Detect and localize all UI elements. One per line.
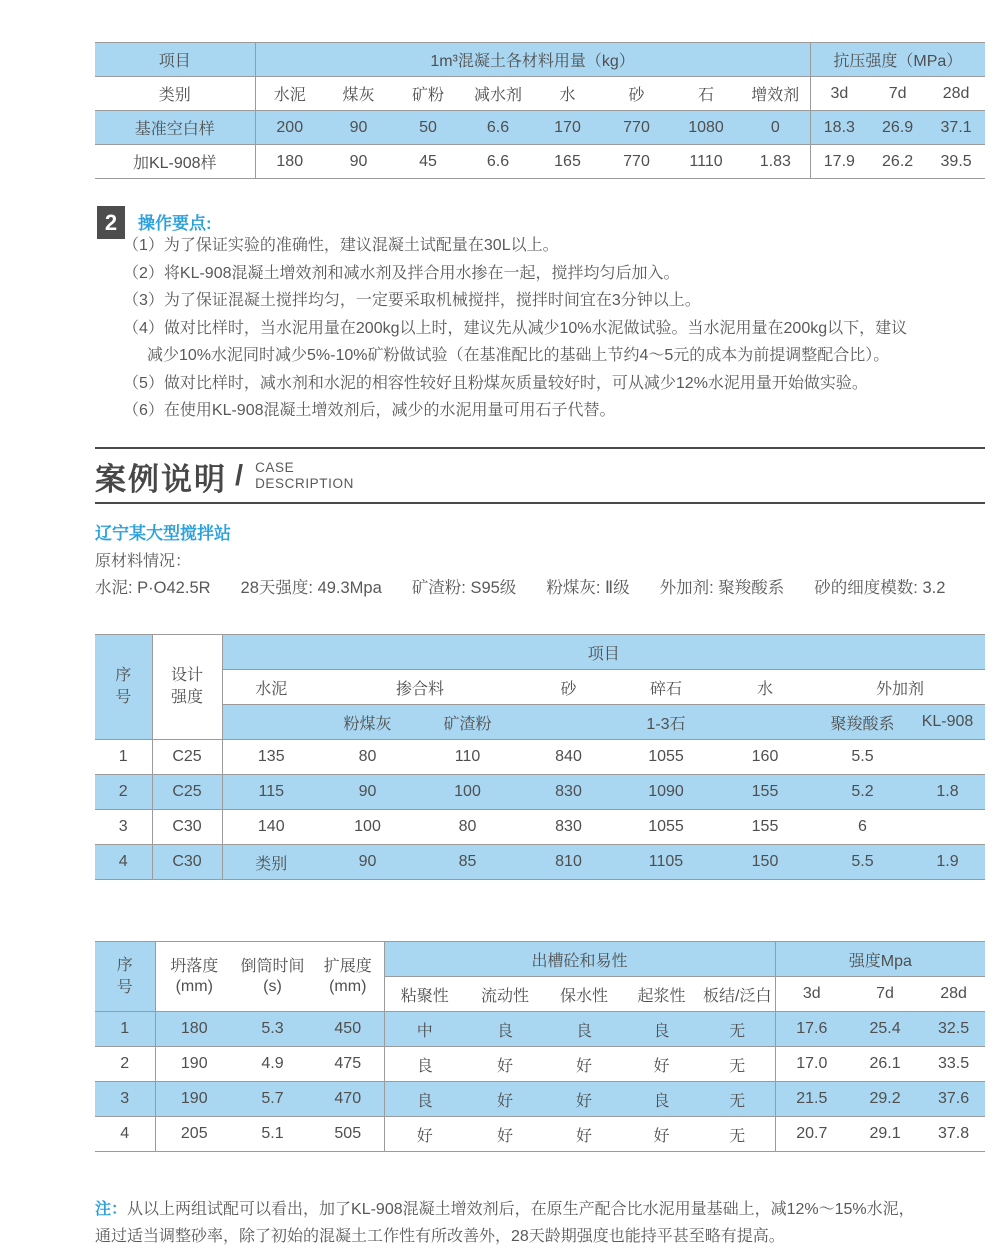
case-title-en (255, 460, 354, 492)
station-name: 辽宁某大型搅拌站 (95, 524, 231, 543)
header-cell: 板结/泛白 (700, 977, 775, 1012)
table-row (95, 1012, 985, 1047)
header-cell-index: 序号 (95, 942, 155, 1012)
cell: 5.5 (815, 845, 910, 880)
table-row (95, 43, 985, 77)
cell: 好 (384, 1117, 465, 1152)
cell: 无 (700, 1082, 775, 1117)
header-cell: 类别 (95, 77, 255, 111)
cell: 5.5 (815, 740, 910, 775)
header-cell-design-strength: 设计强度 (152, 635, 222, 740)
cell: C30 (152, 810, 222, 845)
cell: 6.6 (463, 145, 533, 179)
cell: 3 (95, 810, 152, 845)
cell: 17.6 (775, 1012, 848, 1047)
cell: 良 (623, 1082, 700, 1117)
cell: 32.5 (922, 1012, 985, 1047)
cell: 90 (320, 775, 415, 810)
cell: 155 (715, 810, 815, 845)
cell: 4.9 (233, 1047, 312, 1082)
header-cell: 1m³混凝土各材料用量（kg） (255, 43, 810, 77)
divider (95, 447, 985, 449)
header-cell: 项目 (95, 43, 255, 77)
table-row (95, 77, 985, 111)
cell: 5.3 (233, 1012, 312, 1047)
cell: 140 (222, 810, 320, 845)
cell: 90 (324, 145, 393, 179)
cell: 450 (312, 1012, 384, 1047)
cell: 1110 (671, 145, 741, 179)
cell: 1105 (617, 845, 715, 880)
cell: 475 (312, 1047, 384, 1082)
header-cell: 砂 (602, 77, 671, 111)
cell: 190 (155, 1047, 233, 1082)
cell: 4 (95, 845, 152, 880)
cell: 中 (384, 1012, 465, 1047)
header-cell: 7d (868, 77, 927, 111)
header-cell: 水 (533, 77, 602, 111)
cell: 良 (384, 1047, 465, 1082)
cell: 加KL-908样 (95, 145, 255, 179)
cell: 810 (520, 845, 617, 880)
cell: 1080 (671, 111, 741, 145)
table-row (95, 145, 985, 179)
material-item: 矿渣粉: S95级 (411, 579, 517, 597)
material-item: 砂的细度模数: 3.2 (814, 579, 946, 597)
divider (95, 502, 985, 504)
section-number-badge: 2 (97, 206, 125, 239)
cell: 6 (815, 810, 910, 845)
header-cell-spread: 扩展度 (mm) (312, 942, 384, 1012)
cell: 好 (465, 1117, 545, 1152)
material-item: 外加剂: 聚羧酸系 (659, 579, 785, 597)
cell: 良 (623, 1012, 700, 1047)
cell: 180 (155, 1012, 233, 1047)
mix-proportion-table (95, 634, 985, 880)
table-row (95, 635, 985, 670)
cell: 110 (415, 740, 520, 775)
cell: 160 (715, 740, 815, 775)
op-point: （3）为了保证混凝土搅拌均匀，一定要采取机械搅拌，搅拌时间宜在3分钟以上。 (123, 292, 701, 309)
op-point-continuation: 减少10%水泥同时减少5%-10%矿粉做试验（在基准配比的基础上节约4～5元的成本为前提调整配合比）。 (147, 347, 890, 364)
raw-materials-line (95, 574, 945, 598)
header-cell: 项目 (222, 635, 985, 670)
cell: 100 (320, 810, 415, 845)
table-row (95, 1082, 985, 1117)
header-cell: 3d (810, 77, 868, 111)
cell: 830 (520, 810, 617, 845)
header-cell: 石 (671, 77, 741, 111)
footnote (95, 1196, 995, 1250)
cell: 2 (95, 775, 152, 810)
cell: 85 (415, 845, 520, 880)
cell: 1055 (617, 740, 715, 775)
cell: 5.2 (815, 775, 910, 810)
table-row (95, 775, 985, 810)
cell: 26.1 (848, 1047, 922, 1082)
op-point: （4）做对比样时，当水泥用量在200kg以上时，建议先从减少10%水泥做试验。当水泥用量在200kg以下，建议 (123, 319, 908, 337)
case-title-en-line1: CASE (255, 460, 295, 475)
cell: 80 (415, 810, 520, 845)
header-cell: 水 (715, 670, 815, 705)
table-row (95, 670, 985, 705)
cell: 190 (155, 1082, 233, 1117)
case-title-en-line2: DESCRIPTION (255, 476, 354, 491)
header-cell: 3d (775, 977, 848, 1012)
cell: 良 (545, 1012, 623, 1047)
material-item: 粉煤灰: Ⅱ级 (546, 579, 630, 597)
cell: C30 (152, 845, 222, 880)
performance-table (95, 941, 985, 1152)
cell: 90 (320, 845, 415, 880)
cell: 类别 (222, 845, 320, 880)
cell: 好 (623, 1117, 700, 1152)
table-row (95, 845, 985, 880)
header-cell: 28d (927, 77, 985, 111)
cell: 1055 (617, 810, 715, 845)
footnote-line1 (95, 1196, 995, 1223)
cell (910, 740, 985, 775)
header-cell (715, 705, 815, 740)
cell: C25 (152, 775, 222, 810)
header-cell: 水泥 (255, 77, 324, 111)
footnote-text: 从以上两组试配可以看出，加了KL-908混凝土增效剂后，在原生产配合比水泥用量基础上，减12%～15%水泥， (127, 1201, 915, 1218)
cell: 1.9 (910, 845, 985, 880)
cell: 505 (312, 1117, 384, 1152)
header-cell: 外加剂 (815, 670, 985, 705)
section-title: 操作要点: (138, 214, 212, 233)
op-point: （6）在使用KL-908混凝土增效剂后，减少的水泥用量可用石子代替。 (123, 402, 616, 419)
cell: 21.5 (775, 1082, 848, 1117)
header-cell: KL-908 (910, 705, 985, 740)
cell: 17.0 (775, 1047, 848, 1082)
header-cell: 矿渣粉 (415, 705, 520, 740)
cell: 无 (700, 1117, 775, 1152)
cell: 良 (465, 1012, 545, 1047)
header-cell: 聚羧酸系 (815, 705, 910, 740)
header-cell (222, 705, 320, 740)
cell: 205 (155, 1117, 233, 1152)
table-row (95, 1117, 985, 1152)
cell: 好 (545, 1082, 623, 1117)
header-cell-slump: 坍落度 (mm) (155, 942, 233, 1012)
header-cell-inverted-funnel-time: 倒筒时间 (s) (233, 942, 312, 1012)
case-description-header (95, 456, 354, 496)
header-cell: 7d (848, 977, 922, 1012)
header-cell: 流动性 (465, 977, 545, 1012)
cell: 1090 (617, 775, 715, 810)
header-cell: 1-3石 (617, 705, 715, 740)
header-cell: 煤灰 (324, 77, 393, 111)
footnote-label: 注： (95, 1201, 128, 1218)
cell: C25 (152, 740, 222, 775)
table-row (95, 111, 985, 145)
table-row (95, 1047, 985, 1082)
cell: 33.5 (922, 1047, 985, 1082)
header-cell: 减水剂 (463, 77, 533, 111)
cell: 无 (700, 1047, 775, 1082)
slash-separator: / (235, 459, 244, 492)
header-cell: 矿粉 (393, 77, 463, 111)
header-cell: 掺合料 (320, 670, 520, 705)
header-cell: 抗压强度（MPa） (810, 43, 985, 77)
header-cell: 起浆性 (623, 977, 700, 1012)
cell: 1 (95, 1012, 155, 1047)
header-cell-index: 序号 (95, 635, 152, 740)
cell: 770 (602, 145, 671, 179)
cell: 6.6 (463, 111, 533, 145)
cell: 37.6 (922, 1082, 985, 1117)
cell: 29.2 (848, 1082, 922, 1117)
cell: 好 (623, 1047, 700, 1082)
raw-materials-label: 原材料情况： (95, 553, 192, 570)
cell: 180 (255, 145, 324, 179)
op-point: （5）做对比样时，减水剂和水泥的相容性较好且粉煤灰质量较好时，可从减少12%水泥用量开始做实验。 (123, 374, 868, 392)
header-cell: 碎石 (617, 670, 715, 705)
cell: 165 (533, 145, 602, 179)
footnote-line2: 通过适当调整砂率，除了初始的混凝土工作性有所改善外，28天龄期强度也能持平甚至略有提高。 (95, 1228, 785, 1245)
cell: 5.7 (233, 1082, 312, 1117)
material-item: 水泥: P·O42.5R (95, 579, 211, 597)
cell: 150 (715, 845, 815, 880)
table-row (95, 942, 985, 977)
cell: 20.7 (775, 1117, 848, 1152)
cell: 2 (95, 1047, 155, 1082)
cell: 1.83 (741, 145, 810, 179)
cell: 0 (741, 111, 810, 145)
cell: 39.5 (927, 145, 985, 179)
header-cell (520, 705, 617, 740)
header-cell: 增效剂 (741, 77, 810, 111)
cell: 4 (95, 1117, 155, 1152)
cell: 29.1 (848, 1117, 922, 1152)
cell: 好 (545, 1117, 623, 1152)
cell: 100 (415, 775, 520, 810)
cell: 1.8 (910, 775, 985, 810)
cell: 26.9 (868, 111, 927, 145)
cell: 135 (222, 740, 320, 775)
table-row (95, 705, 985, 740)
cell: 50 (393, 111, 463, 145)
cell: 170 (533, 111, 602, 145)
table-row (95, 810, 985, 845)
cell: 基准空白样 (95, 111, 255, 145)
cell: 155 (715, 775, 815, 810)
header-cell-strength: 强度Mpa (775, 942, 985, 977)
cell: 好 (465, 1082, 545, 1117)
cell: 770 (602, 111, 671, 145)
cell: 80 (320, 740, 415, 775)
header-cell-workability: 出槽砼和易性 (384, 942, 775, 977)
cell (910, 810, 985, 845)
dosage-comparison-table (95, 42, 985, 179)
cell: 无 (700, 1012, 775, 1047)
operation-points-list (95, 232, 995, 425)
op-point: （1）为了保证实验的准确性，建议混凝土试配量在30L以上。 (123, 237, 559, 254)
cell: 好 (465, 1047, 545, 1082)
cell: 45 (393, 145, 463, 179)
cell: 115 (222, 775, 320, 810)
cell: 3 (95, 1082, 155, 1117)
table-row (95, 740, 985, 775)
header-cell: 水泥 (222, 670, 320, 705)
header-cell: 保水性 (545, 977, 623, 1012)
cell: 840 (520, 740, 617, 775)
cell: 17.9 (810, 145, 868, 179)
header-cell: 粘聚性 (384, 977, 465, 1012)
op-point: （2）将KL-908混凝土增效剂和减水剂及拌合用水掺在一起，搅拌均匀后加入。 (123, 264, 680, 282)
material-item: 28天强度: 49.3Mpa (240, 579, 382, 597)
cell: 830 (520, 775, 617, 810)
cell: 37.8 (922, 1117, 985, 1152)
cell: 25.4 (848, 1012, 922, 1047)
cell: 200 (255, 111, 324, 145)
header-cell: 砂 (520, 670, 617, 705)
cell: 37.1 (927, 111, 985, 145)
cell: 好 (545, 1047, 623, 1082)
cell: 18.3 (810, 111, 868, 145)
header-cell: 28d (922, 977, 985, 1012)
case-title-zh: 案例说明 (95, 461, 227, 497)
cell: 5.1 (233, 1117, 312, 1152)
header-cell: 粉煤灰 (320, 705, 415, 740)
cell: 470 (312, 1082, 384, 1117)
cell: 26.2 (868, 145, 927, 179)
cell: 90 (324, 111, 393, 145)
cell: 良 (384, 1082, 465, 1117)
cell: 1 (95, 740, 152, 775)
